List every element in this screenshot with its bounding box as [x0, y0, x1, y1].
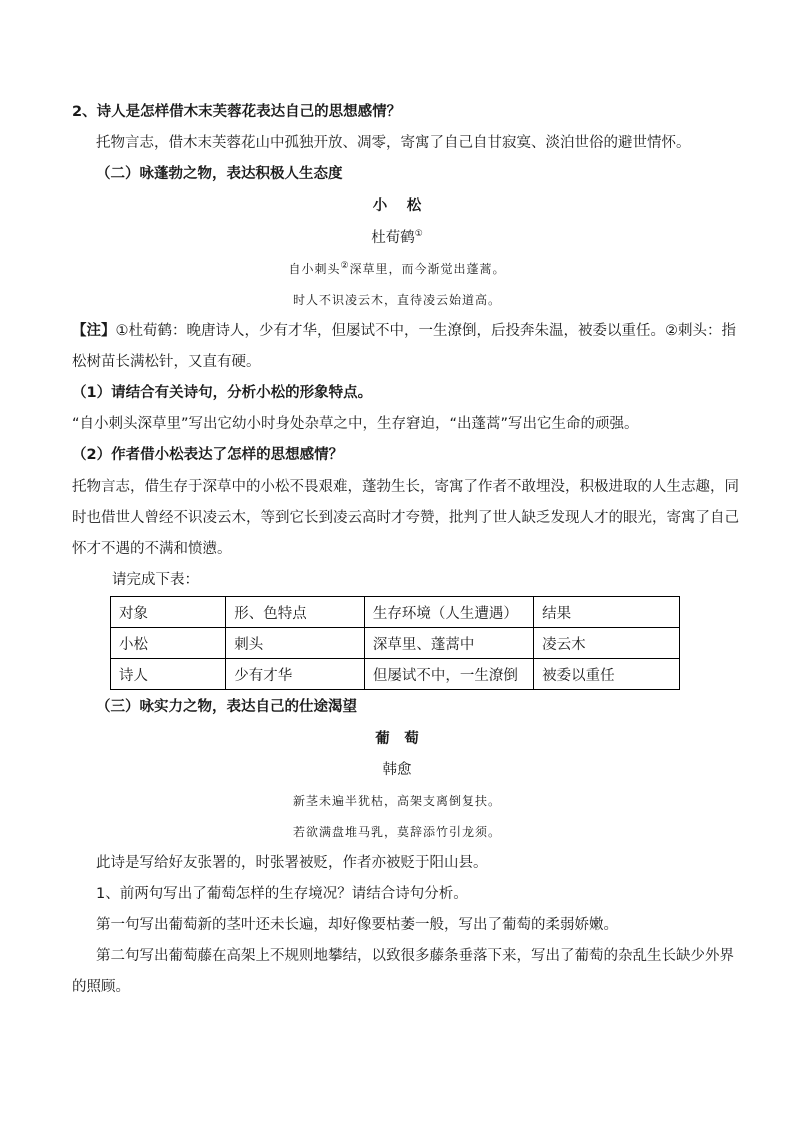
- footnote-mark-1: ①: [414, 229, 423, 240]
- note-text-line-2: 松树苗长满松针，又直有硬。: [72, 354, 261, 370]
- poem-1-author-name: 杜荀鹤: [371, 230, 415, 246]
- poem-2-question-1: 1、前两句写出了葡萄怎样的生存境况？请结合诗句分析。: [96, 886, 468, 902]
- poem-2-title: 葡 萄: [375, 731, 419, 747]
- section-2-heading: （二）咏蓬勃之物，表达积极人生态度: [96, 166, 343, 182]
- poem-2-line-2: 若欲满盘堆马乳，莫辞添竹引龙须。: [292, 825, 501, 839]
- poem-1-answer-2-line-2: 时也借世人曾经不识凌云木，等到它长到凌云高时才夸赞，批判了世人缺乏发现人才的眼光，寄寓了自己: [72, 510, 739, 526]
- poem-1-question-2: （2）作者借小松表达了怎样的思想感情？: [72, 447, 344, 463]
- poem-2-intro: 此诗是写给好友张署的，时张署被贬，作者亦被贬于阳山县。: [96, 855, 488, 871]
- table-header-cell: 形、色特点: [226, 597, 365, 628]
- poem-1-answer-2-line-3: 怀才不遇的不满和愤懑。: [72, 541, 232, 557]
- table-cell: 被委以重任: [534, 659, 680, 690]
- question-2-answer: 托物言志，借木末芙蓉花山中孤独开放、凋零，寄寓了自己自甘寂寞、淡泊世俗的避世情怀。: [96, 135, 691, 151]
- poem-2-answer-line-3: 的照顾。: [72, 979, 130, 995]
- footnote-mark-2: ②: [340, 261, 350, 271]
- table-row: [111, 628, 680, 659]
- poem-1-answer-1: “自小刺头深草里”写出它幼小时身处杂草之中，生存窘迫，“出蓬蒿”写出它生命的顽强。: [72, 416, 639, 432]
- table-cell: 小松: [111, 628, 226, 659]
- comparison-table: [110, 596, 680, 690]
- poem-1-note: [72, 321, 736, 341]
- note-label: 【注】: [72, 323, 116, 339]
- poem-1-line-1-a: 自小刺头: [288, 262, 341, 276]
- table-cell: 诗人: [111, 659, 226, 690]
- table-header-cell: 结果: [534, 597, 680, 628]
- table-header-cell: 生存环境（人生遭遇）: [364, 597, 533, 628]
- poem-1-answer-2-line-1: 托物言志，借生存于深草中的小松不畏艰难，蓬勃生长，寄寓了作者不敢埋没，积极进取的人生志趣，同: [72, 479, 739, 495]
- table-cell: 深草里、蓬蒿中: [364, 628, 533, 659]
- note-text-line-1: ①杜荀鹤：晚唐诗人，少有才华，但屡试不中，一生潦倒，后投奔朱温，被委以重任。②刺头：指: [115, 323, 736, 339]
- section-3-heading: （三）咏实力之物，表达自己的仕途渴望: [96, 699, 357, 715]
- question-2-title: 2、诗人是怎样借木末芙蓉花表达自己的思想感情？: [72, 104, 402, 120]
- poem-2-author: 韩愈: [382, 762, 412, 778]
- poem-1-line-1-b: 深草里，而今渐觉出蓬蒿。: [349, 262, 506, 276]
- poem-1-line-2: 时人不识凌云木，直待凌云始道高。: [292, 293, 501, 307]
- poem-1-title: 小 松: [372, 198, 422, 214]
- table-row: [111, 659, 680, 690]
- poem-1-author: [0, 228, 794, 248]
- poem-1-question-1: （1）请结合有关诗句，分析小松的形象特点。: [72, 385, 373, 401]
- poem-1-line-1: [0, 259, 794, 279]
- table-header-row: [111, 597, 680, 628]
- table-cell: 凌云木: [534, 628, 680, 659]
- table-cell: 少有才华: [226, 659, 365, 690]
- poem-2-line-1: 新茎未遍半犹枯，高架支离倒复扶。: [292, 794, 501, 808]
- table-intro: 请完成下表：: [112, 572, 199, 588]
- table-header-cell: 对象: [111, 597, 226, 628]
- poem-2-answer-line-1: 第一句写出葡萄新的茎叶还未长遍，却好像要枯萎一般，写出了葡萄的柔弱娇嫩。: [96, 917, 618, 933]
- table-cell: 刺头: [226, 628, 365, 659]
- poem-2-answer-line-2: 第二句写出葡萄藤在高架上不规则地攀结，以致很多藤条垂落下来，写出了葡萄的杂乱生长缺少外界: [96, 948, 734, 964]
- table-cell: 但屡试不中，一生潦倒: [364, 659, 533, 690]
